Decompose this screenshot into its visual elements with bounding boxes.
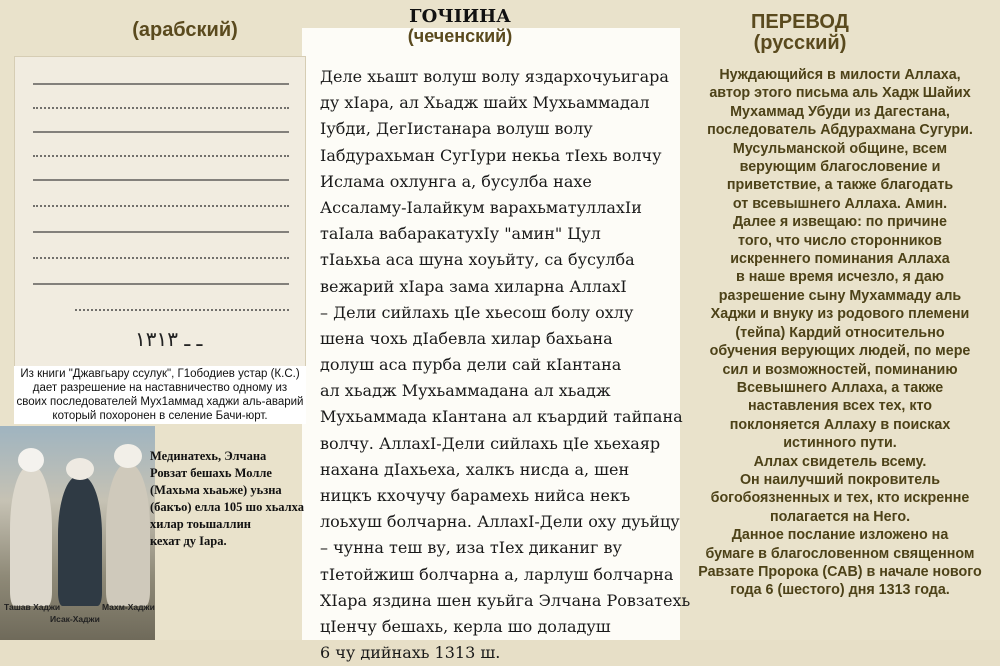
chechen-line: вежарий хІара зама хиларна АллахІ bbox=[320, 276, 627, 296]
russian-header bbox=[700, 12, 900, 54]
chechen-line: Ислама охлунга а, бусулба нахе bbox=[320, 171, 592, 191]
photo-caption-line: (бакъо) елла 105 шо хьалха bbox=[150, 500, 305, 514]
russian-line: того, что число сторонников bbox=[738, 232, 942, 249]
caption-line: своих последователей Мух1аммад хаджи аль-аварий bbox=[16, 396, 304, 408]
chechen-line: ал хьадж Мухьаммадана ал хьадж bbox=[320, 381, 611, 401]
chechen-header-sub: (чеченский) bbox=[407, 25, 513, 46]
russian-header-title: ПЕРЕВОД bbox=[751, 11, 849, 33]
chechen-line: Іабдурахьман СугІури некьа тІехь волчу bbox=[320, 145, 662, 165]
chechen-header bbox=[360, 8, 560, 46]
chechen-line: волчу. АллахІ-Дели сийлахь цІе хьехаяр bbox=[320, 433, 661, 453]
chechen-line: ницкъ кхочучу барамехь нийса некъ bbox=[320, 486, 631, 505]
chechen-panel bbox=[302, 25, 691, 663]
chechen-line: ХІара яздина шен куьйга Элчана Ровзатехь bbox=[320, 590, 691, 610]
chechen-line: Мухьаммада кІантана ал къардий тайпана bbox=[320, 407, 683, 427]
russian-line: Всевышнего Аллаха, а также bbox=[736, 379, 944, 396]
chechen-line: – Дели сийлахь цІе хьесош болу охлу bbox=[320, 302, 634, 322]
russian-line: полагается на Него. bbox=[769, 508, 911, 525]
russian-line: Мухаммад Убуди из Дагестана, bbox=[730, 103, 950, 120]
russian-line: в наше время исчезло, я даю bbox=[735, 269, 945, 286]
russian-line: верующим благословение и bbox=[739, 159, 941, 176]
photo-label-left: Ташав Хаджи bbox=[4, 602, 61, 612]
russian-line: поклоняется Аллаху в поисках bbox=[729, 416, 951, 433]
russian-header-sub: (русский) bbox=[753, 32, 847, 54]
chechen-line: лоьхуш болчарна. АллахІ-Дели оху дуьйцу bbox=[320, 512, 680, 532]
russian-line: Аллах свидетель всему. bbox=[753, 453, 927, 470]
russian-line: автор этого письма аль Хадж Шайих bbox=[709, 85, 971, 102]
photo-caption-line: хилар тоьшаллин bbox=[150, 517, 251, 531]
russian-line: Мусульманской общине, всем bbox=[732, 140, 948, 157]
photo-caption-line: кехат ду Іара. bbox=[150, 534, 227, 548]
russian-line: от всевышнего Аллаха. Амин. bbox=[732, 195, 948, 212]
chechen-line: ду хІара, ал Хьадж шайх Мухьаммадал bbox=[320, 93, 650, 113]
russian-line: обучения верующих людей, по мере bbox=[709, 343, 971, 360]
chechen-line: шена чохь дІабевла хилар бахьана bbox=[320, 328, 613, 348]
russian-line: истинного пути. bbox=[783, 435, 897, 452]
russian-line: Равзате Пророка (САВ) в начале нового bbox=[698, 563, 982, 580]
chechen-line: 6 чу дийнахь 1313 ш. bbox=[320, 643, 501, 663]
chechen-line: Ассаламу-Іалайкум варахьматуллахІи bbox=[320, 197, 642, 217]
chechen-line: Іубди, ДегІистанара волуш волу bbox=[320, 119, 593, 139]
chechen-line: Деле хьашт волуш волу яздархочуьигара bbox=[320, 67, 669, 86]
chechen-line: – чунна теш ву, иза тІех диканиг ву bbox=[320, 538, 622, 558]
russian-line: Нуждающийся в милости Аллаха, bbox=[719, 67, 961, 83]
historical-photo bbox=[0, 426, 155, 640]
russian-line: Хаджи и внуку из родового племени bbox=[710, 306, 970, 323]
arabic-manuscript-image bbox=[14, 56, 306, 368]
caption-line: Из книги "Джавгьару ссулук", Г1ободиев устар (К.С.) bbox=[20, 368, 300, 380]
chechen-line: нахана дІахьеха, халкъ нисда а, шен bbox=[320, 459, 630, 479]
chechen-line: долуш аса пурба дели сай кІантана bbox=[320, 355, 622, 375]
manuscript-caption bbox=[14, 366, 306, 424]
caption-line: дает разрешение на наставничество одному из bbox=[32, 382, 288, 394]
russian-text bbox=[690, 66, 990, 600]
chechen-line: тІетойжиш болчарна а, ларлуш болчарна bbox=[320, 564, 674, 584]
russian-line: богобоязненных и тех, кто искренне bbox=[710, 490, 970, 507]
russian-line: сил и возможностей, поминанию bbox=[722, 361, 958, 378]
russian-line: искреннего поминания Аллаха bbox=[730, 251, 950, 268]
chechen-header-title: ГОЧІИНА bbox=[409, 6, 511, 27]
russian-line: (тейпа) Кардий относительно bbox=[735, 324, 945, 341]
russian-line: приветствие, а также благодать bbox=[726, 177, 954, 194]
manuscript-date: ـ ـ ١٣١٣ bbox=[135, 327, 203, 351]
caption-line: который похоронен в селение Бачи-юрт. bbox=[52, 410, 268, 422]
russian-line: Данное послание изложено на bbox=[731, 527, 949, 544]
russian-line: разрешение сыну Мухаммаду аль bbox=[718, 287, 962, 304]
arabic-header: (арабский) bbox=[132, 19, 238, 41]
russian-line: Далее я извещаю: по причине bbox=[733, 214, 947, 231]
photo-label-center: Исак-Хаджи bbox=[50, 614, 100, 624]
russian-line: бумаге в благословенном священном bbox=[705, 545, 975, 562]
chechen-line: таІала вабаракатухІу "амин" Цул bbox=[320, 224, 601, 244]
photo-caption-line: (Махьма хьаьже) уьзна bbox=[150, 483, 282, 497]
photo-caption-line: Ровзат бешахь Молле bbox=[150, 466, 272, 480]
photo-label-right: Махм-Хаджи bbox=[102, 602, 155, 612]
russian-line: Он наилучший покровитель bbox=[739, 471, 941, 488]
chechen-text bbox=[320, 64, 691, 666]
russian-line: наставления всех тех, кто bbox=[747, 398, 933, 415]
chechen-line: цІенчу бешахь, керла шо доладуш bbox=[320, 616, 611, 636]
chechen-line: тІаьхьа аса шуна хоуьйту, са бусулба bbox=[320, 250, 635, 270]
photo-caption bbox=[150, 448, 310, 550]
russian-line: последователь Абдурахмана Сугури. bbox=[707, 122, 973, 139]
photo-caption-line: Мединатехь, Элчана bbox=[150, 449, 267, 463]
russian-line: года 6 (шестого) дня 1313 года. bbox=[730, 582, 950, 599]
